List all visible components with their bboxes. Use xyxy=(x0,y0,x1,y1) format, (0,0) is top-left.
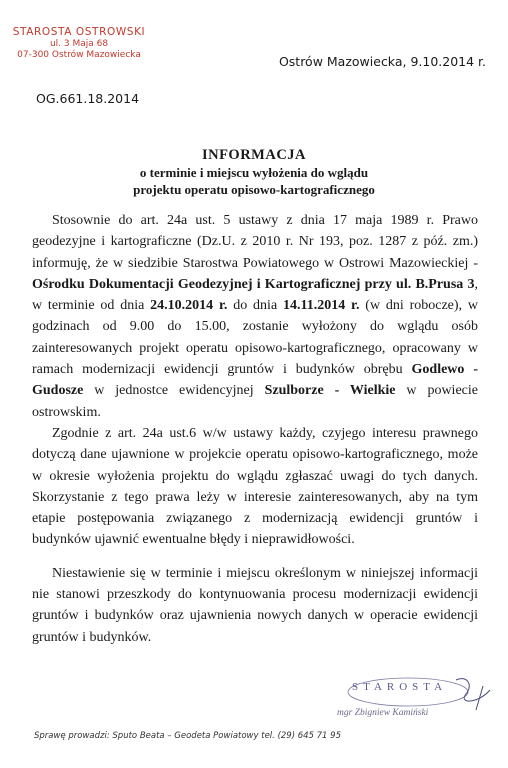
paragraph-2 xyxy=(32,423,478,551)
p2-text: Zgodnie z art. 24a ust.6 w/w ustawy każdy, czyjego interesu prawnego dotyczą dane ujawnione w projekcie operatu opisowo-kartograficznego, może w okresie wyłożenia projektu do wglądu zgłaszać uwagi do tych danych. Skorzystanie z tego prawa leży w interesie zainteresowanych, aby na tym etapie postępowania związanego z modernizacją ewidencji gruntów i budynków ujawnić ewentualne błędy i nieprawidłowości. xyxy=(32,425,478,548)
document-title xyxy=(0,146,508,198)
precinct-name: Godlewo - Gudosze xyxy=(32,362,478,399)
stamp-office: STAROSTA OSTROWSKI xyxy=(12,26,146,38)
end-date: 14.11.2014 r. xyxy=(282,298,360,314)
p1-text: Stosownie do art. 24a ust. 5 ustawy z dnia 17 maja 1989 r. Prawo geodezyjne i kartograficzne (Dz.U. z 2010 r. Nr 193, poz. 1287 z póź. zm.) informuję, że w siedzibie Starostwa Powiatowego w Ostrowi Mazowieckiej - xyxy=(32,213,478,271)
p1-text: w jednostce ewidencyjnej xyxy=(83,383,265,399)
start-date: 24.10.2014 r. xyxy=(150,298,228,314)
p1-text: (w dni robocze), w godzinach od 9.00 do 15.00, zostanie wyłożony do wglądu osób zainteresowanych projekt operatu opisowo-kartograficznego, opracowany w ramach modernizacji ewidencji gruntów i budynków obrębu xyxy=(32,298,478,378)
place-and-date: Ostrów Mazowiecka, 9.10.2014 r. xyxy=(278,54,486,69)
title-subline-1: o terminie i miejscu wyłożenia do wglądu xyxy=(139,165,369,180)
p1-text: do dnia xyxy=(227,298,283,314)
p1-text: w powiecie ostrowskim. xyxy=(32,383,478,420)
title-subline-2: projektu operatu opisowo-kartograficznego xyxy=(133,182,375,197)
signature-name: mgr Zbigniew Kamiński xyxy=(337,708,429,718)
contact-footer: Sprawę prowadzi: Sputo Beata – Geodeta Powiatowy tel. (29) 645 71 95 xyxy=(34,731,341,741)
issuer-stamp xyxy=(4,26,154,61)
title-heading: INFORMACJA xyxy=(201,147,307,163)
p1-text: , w terminie od dnia xyxy=(32,276,478,314)
p3-text: Niestawienie się w terminie i miejscu określonym w niniejszej informacji nie stanowi przeszkody do kontynuowania procesu modernizacji ewidencji gruntów i budynków oraz ujawnienia nowych danych w operacie ewidencji gruntów i budynków. xyxy=(32,565,478,645)
paragraph-1 xyxy=(32,210,478,423)
signature-scribble-icon xyxy=(338,670,508,730)
reference-number: OG.661.18.2014 xyxy=(36,91,140,106)
paragraph-3 xyxy=(32,563,478,648)
signature-title: STAROSTA xyxy=(352,681,448,693)
unit-name: Szulborze - Wielkie xyxy=(264,383,396,399)
office-name: Ośrodku Dokumentacji Geodezyjnej i Kartograficznej przy ul. B.Prusa 3 xyxy=(32,276,475,292)
document-body xyxy=(32,210,478,648)
stamp-street: ul. 3 Maja 68 xyxy=(49,39,109,49)
stamp-city: 07-300 Ostrów Mazowiecka xyxy=(17,50,141,60)
